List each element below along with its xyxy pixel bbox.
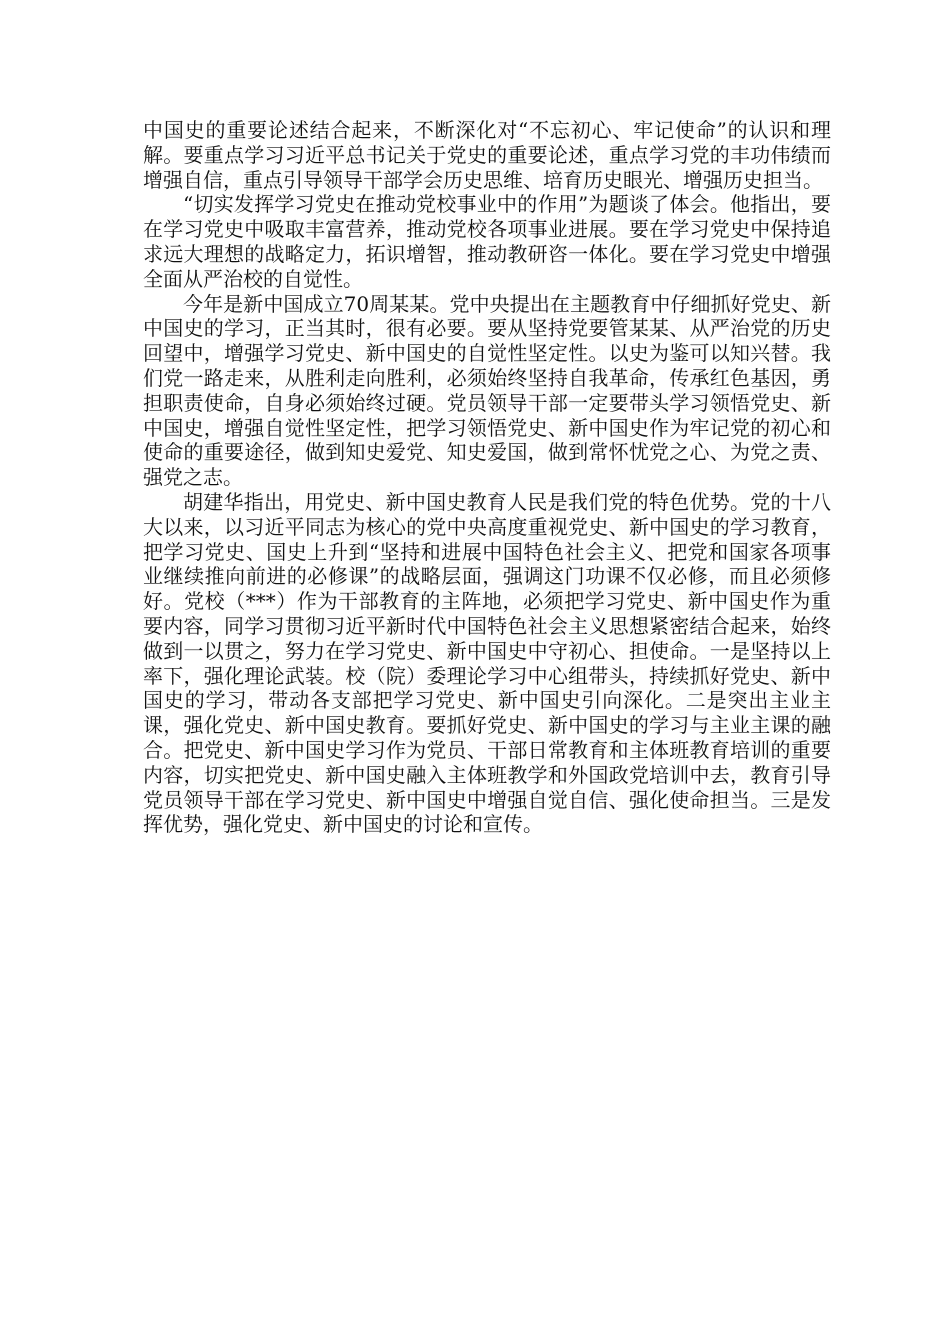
document-body	[143, 118, 831, 837]
paragraph-3: 今年是新中国成立70周某某。党中央提出在主题教育中仔细抓好党史、新中国史的学习，正当其时，很有必要。要从坚持党要管某某、从严治党的历史回望中，增强学习党史、新中国史的自觉性坚定性。以史为鉴可以知兴替。我们党一路走来，从胜利走向胜利，必须始终坚持自我革命，传承红色基因，勇担职责使命，自身必须始终过硬。党员领导干部一定要带头学习领悟党史、新中国史，增强自觉性坚定性，把学习领悟党史、新中国史作为牢记党的初心和使命的重要途径，做到知史爱党、知史爱国，做到常怀忧党之心、为党之责、强党之志。	[143, 291, 831, 490]
paragraph-2: “切实发挥学习党史在推动党校事业中的作用”为题谈了体会。他指出，要在学习党史中吸取丰富营养，推动党校各项事业进展。要在学习党史中保持追求远大理想的战略定力，拓识增智，推动教研咨一体化。要在学习党史中增强全面从严治校的自觉性。	[143, 192, 831, 291]
paragraph-1: 中国史的重要论述结合起来，不断深化对“不忘初心、牢记使命”的认识和理解。要重点学习习近平总书记关于党史的重要论述，重点学习党的丰功伟绩而增强自信，重点引导领导干部学会历史思维、培育历史眼光、增强历史担当。	[143, 118, 831, 192]
paragraph-4: 胡建华指出，用党史、新中国史教育人民是我们党的特色优势。党的十八大以来，以习近平同志为核心的党中央高度重视党史、新中国史的学习教育，把学习党史、国史上升到“坚持和进展中国特色社会主义、把党和国家各项事业继续推向前进的必修课”的战略层面，强调这门功课不仅必修，而且必须修好。党校（***）作为干部教育的主阵地，必须把学习党史、新中国史作为重要内容，同学习贯彻习近平新时代中国特色社会主义思想紧密结合起来，始终做到一以贯之，努力在学习党史、新中国史中守初心、担使命。一是坚持以上率下，强化理论武装。校（院）委理论学习中心组带头，持续抓好党史、新中国史的学习，带动各支部把学习党史、新中国史引向深化。二是突出主业主课，强化党史、新中国史教育。要抓好党史、新中国史的学习与主业主课的融合。把党史、新中国史学习作为党员、干部日常教育和主体班教育培训的重要内容，切实把党史、新中国史融入主体班教学和外国政党培训中去，教育引导党员领导干部在学习党史、新中国史中增强自觉自信、强化使命担当。三是发挥优势，强化党史、新中国史的讨论和宣传。	[143, 489, 831, 837]
